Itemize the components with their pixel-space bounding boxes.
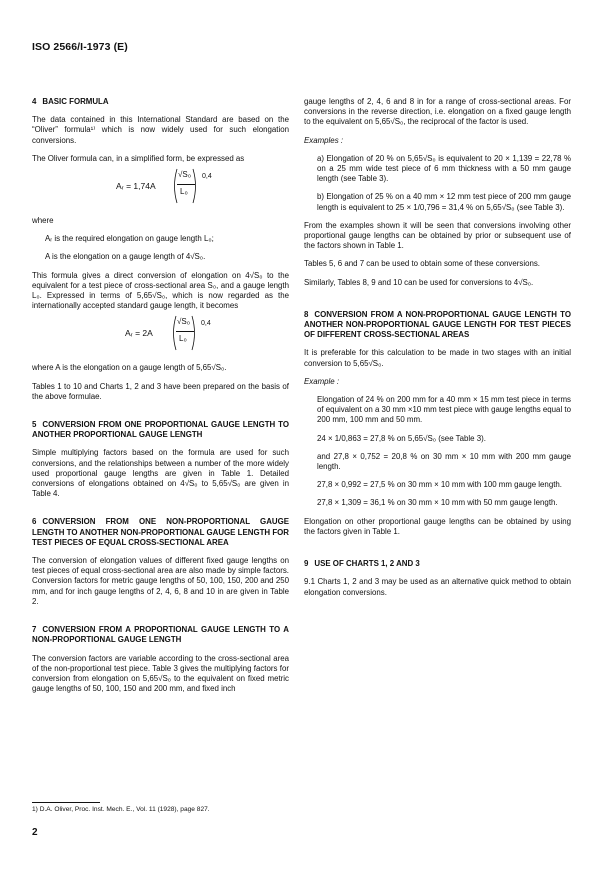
section-number: 4 [32,97,37,106]
section-number: 6 [32,517,37,527]
example-a: a) Elongation of 20 % on 5,65√S₀ is equivalent to 20 × 1,139 = 22,78 % on a 25 mm wide test piece of 6 mm thickness with a 50 mm gauge length (see Table 3). [317,153,571,184]
examples-label: Examples : [304,135,344,145]
example-b: b) Elongation of 25 % on a 40 mm × 12 mm test piece of 200 mm gauge length is equivalent to 25 × 1/0,796 = 31,4 % on 5,65√S₀ (see Table 3). [317,192,571,212]
paragraph: It is preferable for this calculation to be made in two stages with an initial conversion to 5,65√S₀. [304,348,571,368]
section-5-heading [32,420,289,440]
section-number: 5 [32,420,37,430]
example-statement: Elongation of 24 % on 200 mm for a 40 mm × 15 mm test piece in terms of equivalent on a 30 mm ×10 mm test piece with gauge lengths equal to 200 mm, 100 mm and 50 mm. [317,395,571,425]
section-4-heading [32,97,289,107]
section-title: CONVERSION FROM A PROPORTIONAL GAUGE LENGTH TO A NON-PROPORTIONAL GAUGE LENGTH [32,625,289,645]
formula-exponent: 0,4 [201,320,211,328]
formula-denominator: L₀ [179,334,187,344]
paragraph: From the examples shown it will be seen that conversions involving other proportional gauge lengths can be obtained by prior or subsequent use of the factors shown in Table 1. [304,220,571,251]
formula-exponent: 0,4 [202,173,212,181]
fraction-bar [177,184,195,185]
paragraph: gauge lengths of 2, 4, 6 and 8 in for a range of cross-sectional areas. For conversions in the reverse direction, i.e. elongation on a fixed gauge length to the equivalent on 5,65√S₀, the reciprocal of the factor is used. [304,97,571,127]
footnote-rule [32,802,100,803]
formula-numerator: √S₀ [177,317,191,327]
paragraph: Similarly, Tables 8, 9 and 10 can be used for conversions to 4√S₀. [304,277,534,287]
paragraph: The conversion of elongation values of different fixed gauge lengths on test pieces of equal cross-sectional area are also made by simple factors. Conversion factors for metric gauge lengths of 50, 100, 150, 200 and 250 mm, and for inch gauge lengths of 2, 4, 6, 8 and 10 in are given in Table 2. [32,556,289,606]
section-8-heading [304,310,571,341]
oliver-formula [32,166,289,208]
fraction-bar [176,331,194,332]
paragraph: The conversion factors are variable according to the cross-sectional area of the non-proportional test piece. Table 3 gives the multiplying factors for conversion from elongation on 5,65√S₀ to the equivalent on fixed metric gauge lengths of 50, 100, 150 and 200 mm, and fixed inch [32,653,289,694]
definition: A is the elongation on a gauge length of 4√S₀. [45,252,206,262]
paragraph: where [32,216,54,226]
converted-formula [32,313,289,355]
example-step: 24 × 1/0,863 = 27,8 % on 5,65√S₀ (see Table 3). [317,433,486,443]
section-title: USE OF CHARTS 1, 2 AND 3 [314,559,420,569]
formula-numerator: √S₀ [178,170,192,180]
definition: Aᵣ is the required elongation on gauge length L₀; [45,234,214,244]
paragraph: The data contained in this International Standard are based on the “Oliver” formula¹⁾ which is now widely used for such elongation conversions. [32,115,289,145]
section-title: CONVERSION FROM ONE NON-PROPORTIONAL GAUGE LENGTH TO ANOTHER NON-PROPORTIONAL GAUGE LENGTH FOR TEST PIECES OF EQUAL CROSS-SECTIONAL AREA [32,517,289,547]
section-number: 8 [304,309,309,319]
paragraph: 9.1 Charts 1, 2 and 3 may be used as an alternative quick method to obtain elongation conversions. [304,577,571,597]
paragraph: The Oliver formula can, in a simplified form, be expressed as [32,153,245,163]
paragraph: where A is the elongation on a gauge length of 5,65√S₀. [32,363,227,373]
example-step: 27,8 × 0,992 = 27,5 % on 30 mm × 10 mm with 100 mm gauge length. [317,480,562,490]
formula-lhs: Aᵣ = 2A [125,328,153,339]
section-title: CONVERSION FROM A NON-PROPORTIONAL GAUGE LENGTH TO ANOTHER NON-PROPORTIONAL GAUGE LENGTH FOR TEST PIECES OF DIFFERENT CROSS-SECTIONAL AREAS [304,309,571,340]
section-7-heading [32,625,289,645]
example-label: Example : [304,376,340,386]
footnote: 1) D.A. Oliver, Proc. Inst. Mech. E., Vol. 11 (1928), page 827. [32,806,210,813]
formula-lhs: Aᵣ = 1,74A [116,181,156,192]
paragraph: Tables 1 to 10 and Charts 1, 2 and 3 have been prepared on the basis of the above formulae. [32,381,289,401]
right-column [304,97,571,606]
section-title: CONVERSION FROM ONE PROPORTIONAL GAUGE LENGTH TO ANOTHER PROPORTIONAL GAUGE LENGTH [32,420,289,440]
example-step: 27,8 × 1,309 = 36,1 % on 30 mm × 10 mm with 50 mm gauge length. [317,498,558,508]
example-step: and 27,8 × 0,752 = 20,8 % on 30 mm × 10 mm with 200 mm gauge length. [317,451,571,472]
page-number: 2 [32,827,38,838]
section-6-heading [32,517,289,548]
formula-denominator: L₀ [180,187,188,197]
left-column [32,97,289,702]
section-number: 9 [304,559,309,569]
section-title: BASIC FORMULA [42,97,109,106]
paragraph: Tables 5, 6 and 7 can be used to obtain some of these conversions. [304,259,540,269]
section-number: 7 [32,625,37,635]
document-header: ISO 2566/I-1973 (E) [32,41,128,53]
paragraph: This formula gives a direct conversion of elongation on 4√S₀ to the equivalent for a test piece of cross-sectional area S₀, and a gauge length L₀. Expressed in terms of 5,65√S₀, which is now regarded as the internationally accepted standard gauge length, it becomes [32,270,289,311]
section-9-heading [304,559,571,569]
paragraph: Simple multiplying factors based on the formula are used for such conversions, and the relationships between a number of the more widely used proportional gauge lengths are given in Table 1. Detailed conversions of elongations obtained on 4√S₀ to 5,65√S₀ are given in Table 4. [32,448,289,499]
paragraph: Elongation on other proportional gauge lengths can be obtained by using the factors given in Table 1. [304,516,571,536]
